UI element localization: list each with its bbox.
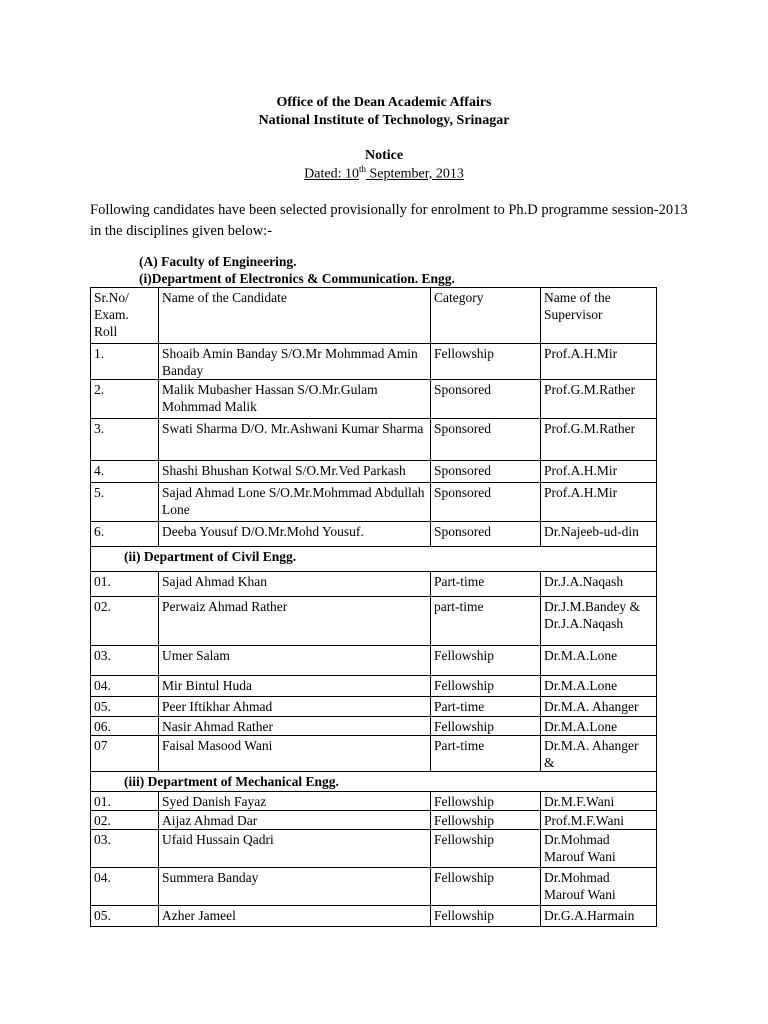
dept-ece-heading: (i)Department of Electronics & Communication. Engg. xyxy=(139,271,455,286)
cell-supervisor: Dr.J.A.Naqash xyxy=(541,572,657,597)
cell-name: Summera Banday xyxy=(159,868,431,906)
cell-name: Perwaiz Ahmad Rather xyxy=(159,597,431,646)
cell-supervisor: Prof.A.H.Mir xyxy=(541,344,657,380)
cell-category: Fellowship xyxy=(431,906,541,927)
table-row xyxy=(91,830,657,868)
cell-category: Fellowship xyxy=(431,646,541,676)
cell-srno: 04. xyxy=(91,868,159,906)
cell-category: Sponsored xyxy=(431,522,541,547)
cell-name: Sajad Ahmad Khan xyxy=(159,572,431,597)
cell-name: Swati Sharma D/O. Mr.Ashwani Kumar Sharma xyxy=(159,419,431,461)
cell-srno: 4. xyxy=(91,461,159,483)
candidates-table xyxy=(90,287,657,927)
cell-supervisor: Dr.M.A.Lone xyxy=(541,646,657,676)
cell-name: Ufaid Hussain Qadri xyxy=(159,830,431,868)
cell-supervisor: Dr.Mohmad Marouf Wani xyxy=(541,830,657,868)
cell-supervisor: Dr.J.M.Bandey & Dr.J.A.Naqash xyxy=(541,597,657,646)
table-row xyxy=(91,522,657,547)
cell-name: Syed Danish Fayaz xyxy=(159,792,431,811)
faculty-heading: (A) Faculty of Engineering. xyxy=(139,254,297,269)
cell-supervisor: Dr.M.A. Ahanger & xyxy=(541,736,657,772)
table-row xyxy=(91,868,657,906)
date-rest: September, 2013 xyxy=(366,166,464,182)
cell-srno: 06. xyxy=(91,717,159,736)
cell-supervisor: Dr.M.A.Lone xyxy=(541,676,657,697)
section-row-mech xyxy=(91,772,657,792)
cell-name: Shoaib Amin Banday S/O.Mr Mohmmad Amin Banday xyxy=(159,344,431,380)
cell-srno: 03. xyxy=(91,830,159,868)
cell-category: Sponsored xyxy=(431,483,541,522)
cell-srno: 01. xyxy=(91,572,159,597)
table-row xyxy=(91,572,657,597)
cell-category: Part-time xyxy=(431,572,541,597)
table-row xyxy=(91,483,657,522)
dept-mech-heading: (iii) Department of Mechanical Engg. xyxy=(91,772,657,792)
table-row xyxy=(91,646,657,676)
cell-srno: 03. xyxy=(91,646,159,676)
cell-category: Sponsored xyxy=(431,380,541,419)
date-suffix-sup: th xyxy=(359,164,367,174)
cell-name: Sajad Ahmad Lone S/O.Mr.Mohmmad Abdullah Lone xyxy=(159,483,431,522)
cell-supervisor: Prof.A.H.Mir xyxy=(541,461,657,483)
header-name: Name of the Candidate xyxy=(159,288,431,344)
table-row xyxy=(91,461,657,483)
table-row xyxy=(91,811,657,830)
cell-supervisor: Dr.M.A.Lone xyxy=(541,717,657,736)
cell-srno: 02. xyxy=(91,597,159,646)
cell-srno: 6. xyxy=(91,522,159,547)
cell-supervisor: Prof.G.M.Rather xyxy=(541,419,657,461)
table-row xyxy=(91,717,657,736)
cell-category: Sponsored xyxy=(431,461,541,483)
cell-srno: 3. xyxy=(91,419,159,461)
cell-category: Fellowship xyxy=(431,792,541,811)
cell-category: Fellowship xyxy=(431,717,541,736)
cell-supervisor: Dr.M.A. Ahanger xyxy=(541,697,657,717)
cell-name: Deeba Yousuf D/O.Mr.Mohd Yousuf. xyxy=(159,522,431,547)
cell-srno: 2. xyxy=(91,380,159,419)
notice-title: Notice xyxy=(364,148,404,163)
cell-srno: 1. xyxy=(91,344,159,380)
header-category: Category xyxy=(431,288,541,344)
notice-date xyxy=(0,164,768,183)
table-row xyxy=(91,906,657,927)
cell-category: Sponsored xyxy=(431,419,541,461)
cell-category: Part-time xyxy=(431,697,541,717)
cell-name: Nasir Ahmad Rather xyxy=(159,717,431,736)
cell-srno: 05. xyxy=(91,697,159,717)
cell-name: Shashi Bhushan Kotwal S/O.Mr.Ved Parkash xyxy=(159,461,431,483)
cell-name: Malik Mubasher Hassan S/O.Mr.Gulam Mohmmad Malik xyxy=(159,380,431,419)
cell-supervisor: Dr.Mohmad Marouf Wani xyxy=(541,868,657,906)
cell-srno: 02. xyxy=(91,811,159,830)
section-row-civil xyxy=(91,547,657,572)
cell-name: Azher Jameel xyxy=(159,906,431,927)
dept-civil-heading: (ii) Department of Civil Engg. xyxy=(91,547,657,572)
office-title: Office of the Dean Academic Affairs xyxy=(276,95,492,110)
cell-srno: 05. xyxy=(91,906,159,927)
table-row xyxy=(91,597,657,646)
cell-category: part-time xyxy=(431,597,541,646)
cell-category: Fellowship xyxy=(431,344,541,380)
cell-supervisor: Prof.M.F.Wani xyxy=(541,811,657,830)
cell-category: Fellowship xyxy=(431,811,541,830)
cell-supervisor: Dr.G.A.Harmain xyxy=(541,906,657,927)
cell-name: Mir Bintul Huda xyxy=(159,676,431,697)
table-row xyxy=(91,736,657,772)
cell-srno: 04. xyxy=(91,676,159,697)
cell-supervisor: Dr.M.F.Wani xyxy=(541,792,657,811)
cell-category: Fellowship xyxy=(431,868,541,906)
table-row xyxy=(91,697,657,717)
cell-category: Fellowship xyxy=(431,830,541,868)
header-srno: Sr.No/ Exam. Roll xyxy=(91,288,159,344)
table-row xyxy=(91,419,657,461)
cell-name: Aijaz Ahmad Dar xyxy=(159,811,431,830)
cell-name: Umer Salam xyxy=(159,646,431,676)
cell-category: Part-time xyxy=(431,736,541,772)
cell-supervisor: Dr.Najeeb-ud-din xyxy=(541,522,657,547)
table-header-row xyxy=(91,288,657,344)
table-row xyxy=(91,380,657,419)
institute-title: National Institute of Technology, Srinagar xyxy=(258,113,510,128)
date-prefix: Dated: 10 xyxy=(304,166,359,182)
cell-srno: 07 xyxy=(91,736,159,772)
cell-srno: 5. xyxy=(91,483,159,522)
cell-name: Faisal Masood Wani xyxy=(159,736,431,772)
cell-name: Peer Iftikhar Ahmad xyxy=(159,697,431,717)
cell-category: Fellowship xyxy=(431,676,541,697)
table-row xyxy=(91,344,657,380)
table-row xyxy=(91,792,657,811)
cell-srno: 01. xyxy=(91,792,159,811)
intro-paragraph: Following candidates have been selected provisionally for enrolment to Ph.D programme session-2013 in the disciplines given below:- xyxy=(90,202,688,239)
table-row xyxy=(91,676,657,697)
cell-supervisor: Prof.G.M.Rather xyxy=(541,380,657,419)
cell-supervisor: Prof.A.H.Mir xyxy=(541,483,657,522)
header-supervisor: Name of the Supervisor xyxy=(541,288,657,344)
